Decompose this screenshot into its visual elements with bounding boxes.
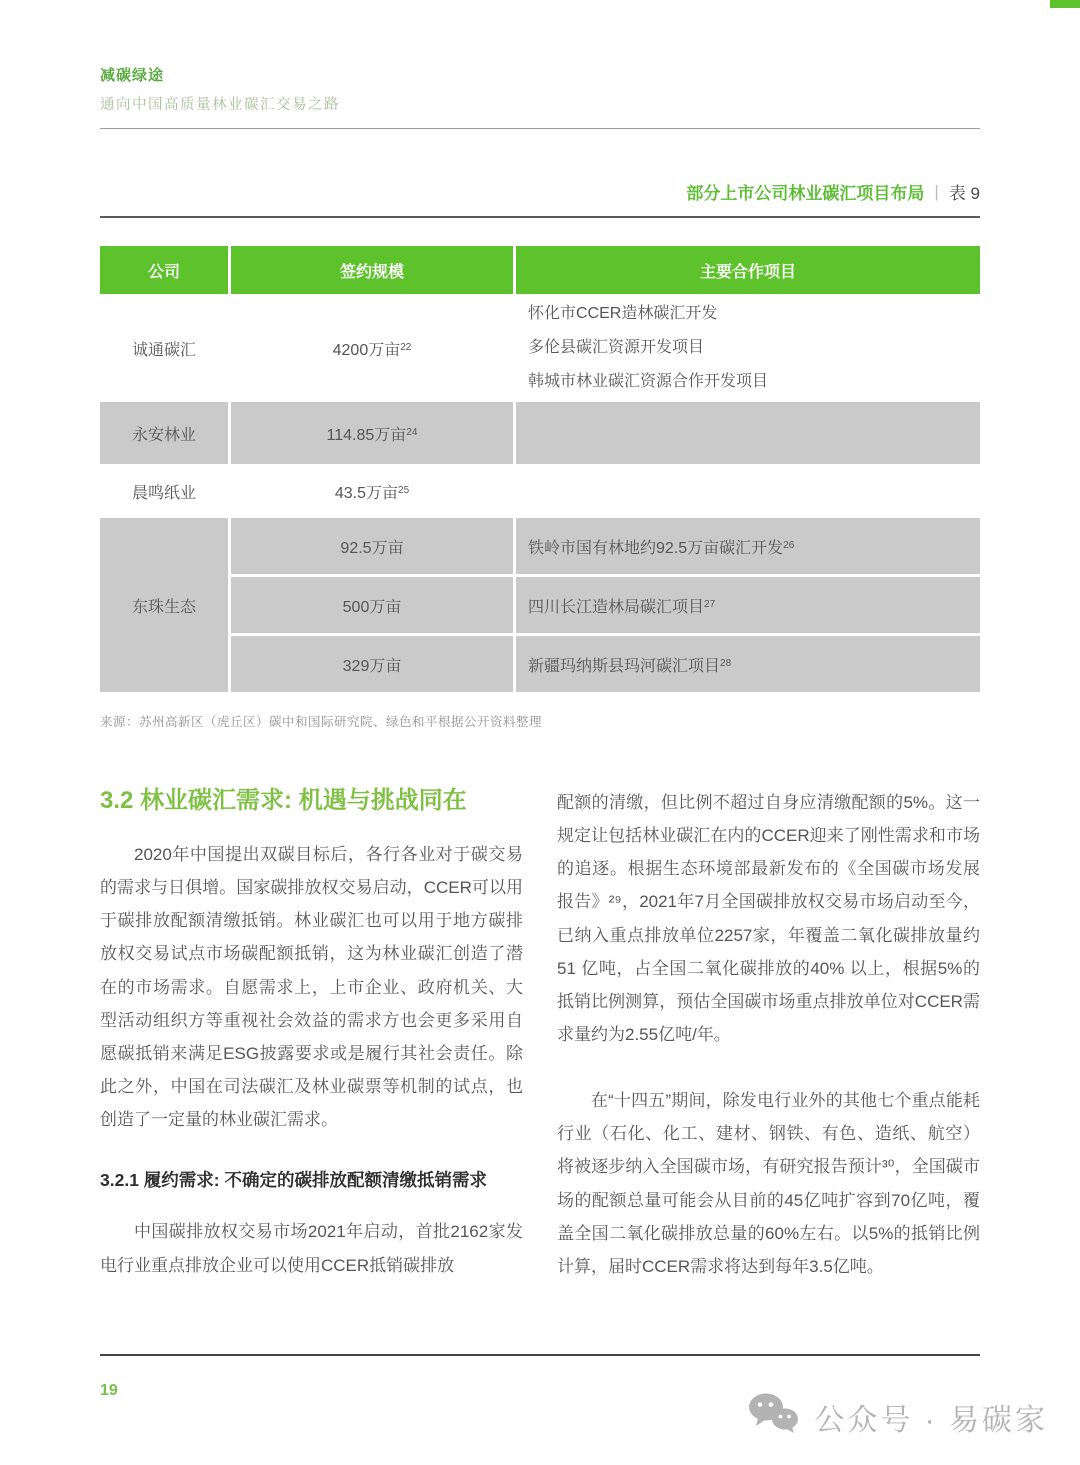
table-subrow-project: 四川长江造林局碳汇项目 27 bbox=[516, 577, 980, 633]
body-paragraph: 中国碳排放权交易市场2021年启动，首批2162家发电行业重点排放企业可以使用CCER抵销碳排放 bbox=[100, 1222, 523, 1275]
table-subrow-scale: 329万亩 bbox=[231, 636, 513, 692]
table-row-company: 诚通碳汇 bbox=[131, 341, 196, 359]
column-header-scale: 签约规模 bbox=[231, 246, 513, 294]
page-number: 19 bbox=[100, 1382, 118, 1399]
caption-divider: | bbox=[934, 181, 939, 201]
project-text: 铁岭市国有林地约92.5万亩碳汇开发 bbox=[528, 539, 784, 557]
project-line: 韩城市林业碳汇资源合作开发项目 bbox=[528, 373, 769, 390]
section-heading: 3.2 林业碳汇需求: 机遇与挑战同在 bbox=[100, 787, 467, 814]
right-column bbox=[557, 786, 980, 1283]
table-number-label: 表 9 bbox=[948, 184, 980, 203]
caption-rule bbox=[100, 216, 980, 218]
table-subrow-scale: 92.5万亩 bbox=[231, 518, 513, 574]
column-header-projects: 主要合作项目 bbox=[516, 246, 980, 294]
document-header bbox=[100, 0, 980, 129]
table-subrow-project: 新疆玛纳斯县玛河碳汇项目 28 bbox=[516, 636, 980, 692]
report-subtitle: 通向中国高质量林业碳汇交易之路 bbox=[100, 97, 340, 113]
scale-value: 43.5万亩 bbox=[334, 484, 399, 502]
table-subrow-scale: 500万亩 bbox=[231, 577, 513, 633]
project-text: 四川长江造林局碳汇项目 bbox=[528, 598, 705, 616]
corner-accent-mark bbox=[1050, 0, 1080, 8]
table-row-projects bbox=[516, 467, 980, 515]
table-row-company: 东珠生态 bbox=[100, 518, 228, 692]
forestry-projects-table bbox=[100, 246, 980, 692]
subsection-heading: 3.2.1 履约需求: 不确定的碳排放配额清缴抵销需求 bbox=[100, 1170, 487, 1191]
body-paragraph: 配额的清缴，但比例不超过自身应清缴配额的5%。这一规定让包括林业碳汇在内的CCER迎来了刚性需求和市场的追逐。根据生态环境部最新发布的《全国碳市场发展报告》²⁹，2021年7月全国碳排放权交易市场启动至今，已纳入重点排放单位2257家，年覆盖二氧化碳排放量约 51 亿吨，占全国二氧化碳排放的40% 以上，根据5%的抵销比例测算，预估全国碳市场重点排放单位对CCER需求量约为2.55亿吨/年。 bbox=[557, 793, 980, 1044]
watermark bbox=[748, 1392, 1048, 1442]
table-subrow-project: 铁岭市国有林地约92.5万亩碳汇开发 26 bbox=[516, 518, 980, 574]
table-row-scale: 43.5万亩 25 bbox=[231, 467, 513, 515]
footer-divider bbox=[100, 1354, 980, 1356]
table-source-note: 来源：苏州高新区（虎丘区）碳中和国际研究院、绿色和平根据公开资料整理 bbox=[100, 715, 543, 729]
body-columns bbox=[100, 786, 980, 1283]
column-header-company: 公司 bbox=[100, 246, 228, 294]
table-row-scale: 4200万亩 22 bbox=[231, 297, 513, 399]
scale-value: 114.85万亩 bbox=[326, 426, 407, 444]
table-row-scale: 114.85万亩 24 bbox=[231, 402, 513, 464]
scale-value: 4200万亩 bbox=[332, 341, 401, 359]
table-row-company: 永安林业 bbox=[100, 402, 228, 464]
table-caption: 部分上市公司林业碳汇项目布局 bbox=[686, 184, 925, 203]
project-line: 多伦县碳汇资源开发项目 bbox=[528, 339, 705, 356]
report-brand-title: 减碳绿途 bbox=[100, 67, 165, 84]
project-line: 怀化市CCER造林碳汇开发 bbox=[528, 305, 718, 322]
table-caption-row bbox=[100, 179, 980, 204]
table-row-projects bbox=[516, 297, 980, 399]
header-divider bbox=[100, 128, 980, 129]
body-paragraph: 2020年中国提出双碳目标后，各行各业对于碳交易的需求与日俱增。国家碳排放权交易启动，CCER可以用于碳排放配额清缴抵销。林业碳汇也可以用于地方碳排放权交易试点市场碳配额抵销，这为林业碳汇创造了潜在的市场需求。自愿需求上，上市企业、政府机关、大型活动组织方等重视社会效益的需求方也会更多采用自愿碳抵销来满足ESG披露要求或是履行其社会责任。除此之外，中国在司法碳汇及林业碳票等机制的试点，也创造了一定量的林业碳汇需求。 bbox=[100, 845, 523, 1130]
table-row-projects bbox=[516, 402, 980, 464]
body-paragraph: 在“十四五”期间，除发电行业外的其他七个重点能耗行业（石化、化工、建材、钢铁、有色、造纸、航空）将被逐步纳入全国碳市场，有研究报告预计³⁰，全国碳市场的配额总量可能会从目前的45亿吨扩容到70亿吨，覆盖全国二氧化碳排放总量的60%左右。以5%的抵销比例计算，届时CCER需求将达到每年3.5亿吨。 bbox=[557, 1091, 980, 1276]
project-text: 新疆玛纳斯县玛河碳汇项目 bbox=[528, 657, 721, 675]
left-column bbox=[100, 786, 523, 1283]
watermark-text: 公众号 · 易碳家 bbox=[814, 1404, 1048, 1437]
wechat-icon bbox=[748, 1392, 800, 1442]
table-row-company: 晨鸣纸业 bbox=[131, 484, 196, 502]
